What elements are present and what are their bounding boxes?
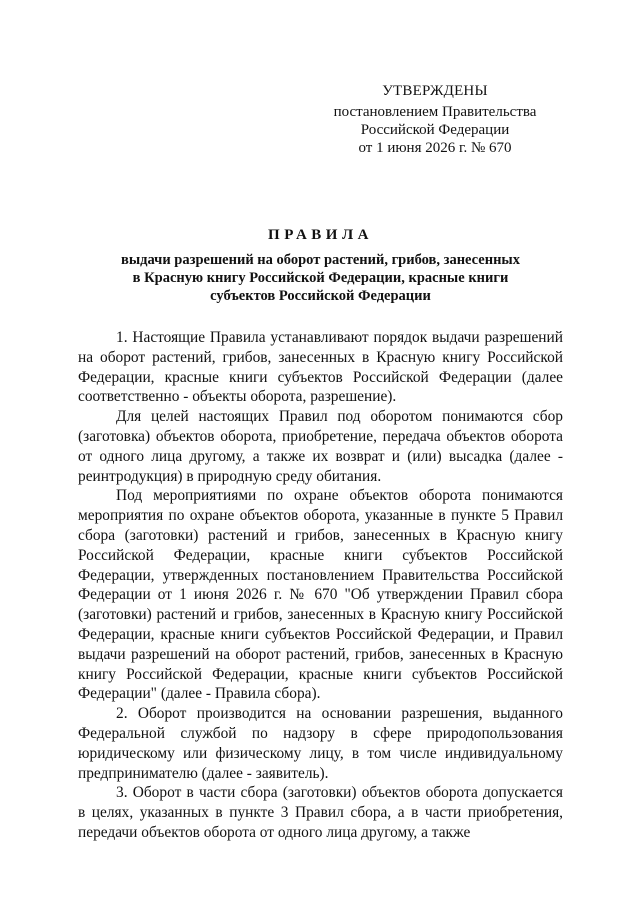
subtitle-line-1: выдачи разрешений на оборот растений, грибов, занесенных [120, 252, 520, 268]
approval-stamp [300, 82, 570, 157]
document-subtitle [78, 251, 563, 305]
approval-line-3: от 1 июня 2026 г. № 670 [358, 140, 512, 156]
document-title: ПРАВИЛА [268, 227, 373, 243]
approval-line-2: Российской Федерации [360, 122, 510, 138]
document-body [78, 328, 563, 843]
paragraph-5: 3. Оборот в части сбора (заготовки) объектов оборота допускается в целях, указанных в пункте 3 Правил сбора, а в части приобретения, передачи объектов оборота от одного лица другому, а также [78, 784, 563, 841]
subtitle-line-3: субъектов Российской Федерации [210, 288, 431, 304]
approval-heading: УТВЕРЖДЕНЫ [382, 83, 488, 99]
paragraph-4: 2. Оборот производится на основании разрешения, выданного Федеральной службой по надзору в сфере природопользования юридическому или физическому лицу, в том числе индивидуальному предпринимателю (далее - заявитель). [78, 705, 563, 782]
paragraph-2: Для целей настоящих Правил под оборотом понимаются сбор (заготовка) объектов оборота, приобретение, передача объектов оборота от одного лица другому, а также их возврат и (или) высадка (далее - реинтродукция) в природную среду обитания. [78, 408, 563, 485]
subtitle-line-2: в Красную книгу Российской Федерации, красные книги [132, 270, 509, 286]
paragraph-3: Под мероприятиями по охране объектов оборота понимаются мероприятия по охране объектов оборота, указанные в пункте 5 Правил сбора (заготовки) растений и грибов, занесенных в Красную книгу Российской Федерации, красные книги субъектов Российской Федерации, утвержденных постановлением Правительства Российской Федерации от 1 июня 2026 г. № 670 "Об утверждении Правил сбора (заготовки) растений и грибов, занесенных в Красную книгу Российской Федерации, красные книги субъектов Российской Федерации, и Правил выдачи разрешений на оборот растений, грибов, занесенных в Красную книгу Российской Федерации, красные книги субъектов Российской Федерации" (далее - Правила сбора). [78, 487, 563, 703]
paragraph-1: 1. Настоящие Правила устанавливают порядок выдачи разрешений на оборот растений, грибов, занесенных в Красную книгу Российской Федерации, красные книги субъектов Российской Федерации (далее соответственно - объекты оборота, разрешение). [78, 329, 563, 406]
approval-line-1: постановлением Правительства [333, 104, 537, 120]
